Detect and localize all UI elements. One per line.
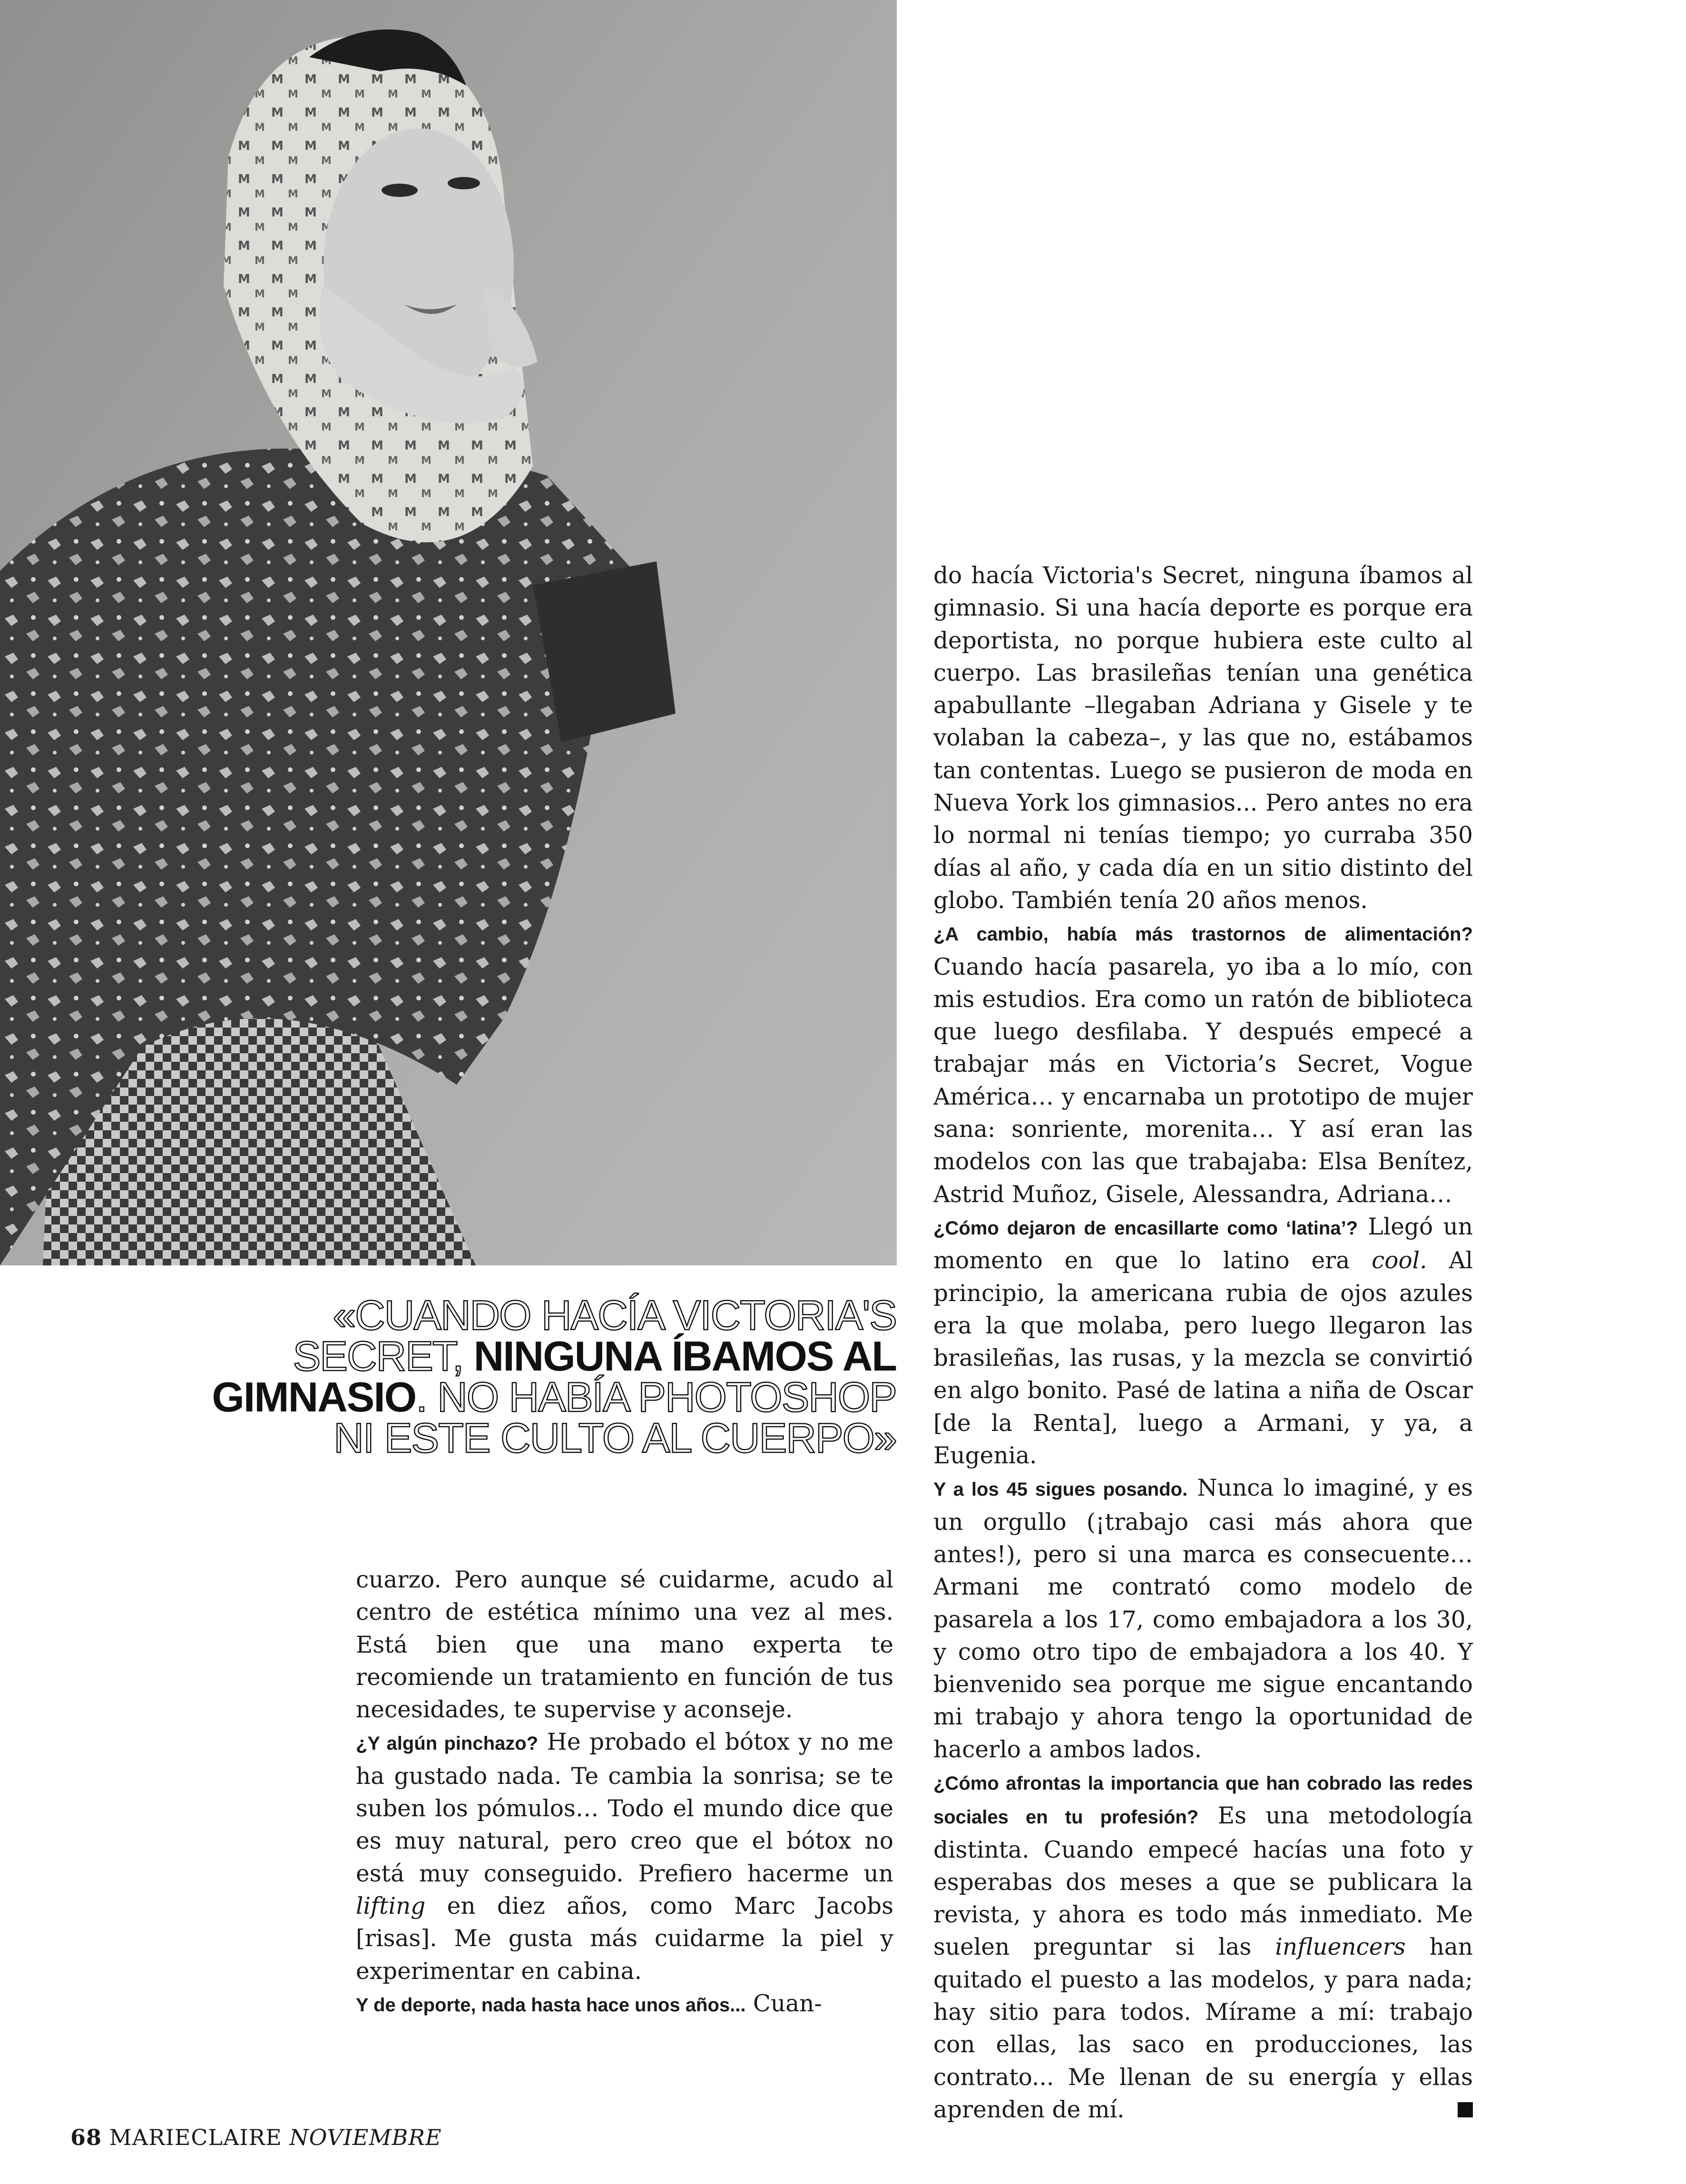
- page-number: 68: [70, 2125, 102, 2150]
- question-latina: ¿Cómo dejaron de encasillarte como ‘latina’?: [933, 1217, 1358, 1239]
- right-paragraph-3: [933, 1211, 1473, 1472]
- answer-latina-1: Llegó un momento en que lo latino era: [933, 1213, 1473, 1274]
- right-paragraph-4: [933, 1472, 1473, 1766]
- right-paragraph-1: do hacía Victoria's Secret, ninguna íbamos al gimnasio. Si una hacía deporte es porque era deportista, no porque hubiera este culto al cuerpo. Las brasileñas tenían una genética apabullante –llegaban Adriana y Gisele y te volaban la cabeza–, y las que no, estábamos tan contentas. Luego se pusieron de moda en Nueva York los gimnasios... Pero antes no era lo normal ni tenías tiempo; yo curraba 350 días al año, y cada día en un sitio distinto del globo. También tenía 20 años menos.: [933, 562, 1473, 914]
- pull-quote-bold: NINGUNA ÍBAMOS AL GIMNASIO: [212, 1332, 896, 1420]
- answer-latina-em: cool.: [1372, 1247, 1427, 1274]
- question-posing: Y a los 45 sigues posando.: [933, 1479, 1188, 1500]
- portrait-photo: [0, 0, 897, 1265]
- issue-month: NOVIEMBRE: [289, 2125, 442, 2150]
- page-footer: [70, 2125, 442, 2150]
- left-paragraph-2: [356, 1726, 893, 1987]
- portrait-illustration: [0, 0, 897, 1265]
- answer-social-2: han quitado el puesto a las modelos, y para nada; hay sitio para todos. Mírame a mí: trabajo con ellas, las saco en producciones, las contrato... Me llenan de su energía y ellas aprenden de mí.: [933, 1934, 1473, 2123]
- question-eating-disorders: ¿A cambio, había más trastornos de alimentación?: [933, 924, 1473, 945]
- answer-latina-2: Al principio, la americana rubia de ojos azules era la que molaba, pero luego llegaron las brasileñas, las rusas, y la mezcla se convirtió en algo bonito. Pasé de latina a niña de Oscar [de la Renta], luego a Armani, y ya, a Eugenia.: [933, 1247, 1473, 1469]
- answer-social-1: Es una metodología distinta. Cuando empecé hacías una foto y esperabas dos meses a que se publicara la revista, y ahora es todo más inmediato. Me suelen preguntar si las: [933, 1802, 1473, 1961]
- answer-social-em: influencers: [1275, 1934, 1406, 1961]
- pull-quote-part-1: «CUANDO HACÍA VICTORIA'S SECRET,: [293, 1292, 896, 1380]
- right-text-column: [933, 559, 1473, 2126]
- answer-botox-2: en diez años, como Marc Jacobs [risas]. Me gusta más cuidarme la piel y experimentar en cabina.: [356, 1892, 893, 1985]
- pull-quote: [206, 1292, 896, 1461]
- answer-posing: Nunca lo imaginé, y es un orgullo (¡trabajo casi más ahora que antes!), pero si una marca es consecuente… Armani me contrató como modelo de pasarela a los 17, como embajadora a los 30, y como otro tipo de embajadora a los 40. Y bienvenido sea porque me sigue encantando mi trabajo y ahora tengo la oportunidad de hacerlo a ambos lados.: [933, 1475, 1473, 1763]
- question-botox: ¿Y algún pinchazo?: [356, 1733, 539, 1754]
- left-text-column: [356, 1564, 893, 2021]
- end-of-article-mark: [1458, 2102, 1473, 2117]
- left-paragraph-3: [356, 1988, 893, 2021]
- right-paragraph-2: [933, 917, 1473, 1211]
- pull-quote-part-2: . NO HABÍA PHOTOSHOP NI ESTE CULTO AL CUERPO»: [333, 1373, 896, 1461]
- magazine-name: MARIECLAIRE: [109, 2125, 282, 2150]
- question-sport: Y de deporte, nada hasta hace unos años...: [356, 1994, 746, 2016]
- answer-botox-1: He probado el bótox y no me ha gustado nada. Te cambia la sonrisa; se te suben los pómulos… Todo el mundo dice que es muy natural, pero creo que el bótox no está muy conseguido. Prefiero hacerme un: [356, 1729, 893, 1887]
- answer-sport-start: Cuan-: [745, 1990, 822, 2017]
- answer-eating-disorders: Cuando hacía pasarela, yo iba a lo mío, con mis estudios. Era como un ratón de biblioteca que luego desfilaba. Y después empecé a trabajar más en Victoria’s Secret, Vogue América… y encarnaba un prototipo de mujer sana: sonriente, morenita… Y así eran las modelos con las que trabajaba: Elsa Benítez, Astrid Muñoz, Gisele, Alessandra, Adriana…: [933, 953, 1473, 1208]
- left-paragraph-1: cuarzo. Pero aunque sé cuidarme, acudo al centro de estética mínimo una vez al mes. Está bien que una mano experta te recomiende un tratamiento en función de tus necesidades, te supervise y aconseje.: [356, 1567, 893, 1724]
- question-social-media: ¿Cómo afrontas la importancia que han cobrado las redes sociales en tu profesión?: [933, 1773, 1473, 1828]
- right-paragraph-5: [933, 1766, 1473, 2126]
- answer-botox-em: lifting: [356, 1892, 426, 1920]
